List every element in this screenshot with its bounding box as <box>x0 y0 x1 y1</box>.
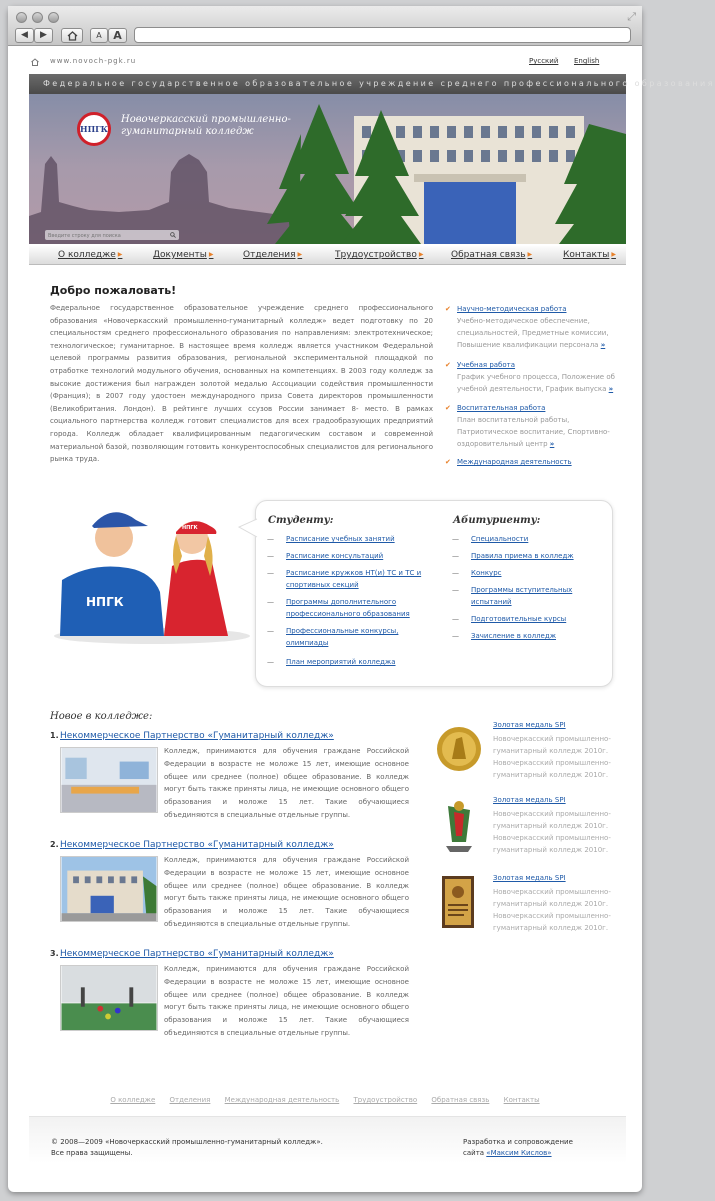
student-link[interactable]: — Профессиональные конкурсы, олимпиады <box>286 625 426 649</box>
header-banner <box>29 74 715 244</box>
news-photo-gym[interactable] <box>60 965 158 1031</box>
medal-link[interactable]: Золотая медаль SPI <box>493 874 566 882</box>
developer-prefix: сайта <box>463 1149 487 1157</box>
sidelink-item <box>457 402 627 450</box>
developer-label: Разработка и сопровождение <box>463 1138 573 1146</box>
applicant-link[interactable]: — Правила приема в колледж <box>471 550 591 562</box>
text-smaller-button[interactable]: A <box>90 28 108 43</box>
medal-description: Новочеркасский промышленно-гуманитарный колледж 2010г. Новочеркасский промышленно-гуманитарный колледж 2010г. <box>493 735 611 779</box>
medal-description: Новочеркасский промышленно-гуманитарный колледж 2010г. Новочеркасский промышленно-гуманитарный колледж 2010г. <box>493 888 611 932</box>
shirt-logo: НПГК <box>86 595 124 609</box>
medal-description: Новочеркасский промышленно-гуманитарный колледж 2010г. Новочеркасский промышленно-гуманитарный колледж 2010г. <box>493 810 611 854</box>
sidelink-methodology[interactable]: ✔ Научно-методическая работа <box>457 303 627 315</box>
news-text: Колледж, принимаются для обучения граждане Российской Федерации в возрасте не моложе 15 лет, имеющие основное общее или среднее (полное) общее образование. В колледж могут быть также приняты лица, не имеющие основного общего образования и моложе 15 лет. Такие обучающиеся объединяются в специальные отдельные группы. <box>164 747 409 819</box>
news-link[interactable]: Некоммерческое Партнерство «Гуманитарный колледж» <box>60 949 334 959</box>
nav-documents[interactable]: Документы ▶ <box>153 250 213 260</box>
news-number: 2. <box>50 840 59 849</box>
logo-text: Новочеркасский промышленно-гуманитарный колледж <box>121 114 291 137</box>
search-input[interactable] <box>45 231 163 241</box>
rights: Все права защищены. <box>51 1149 133 1157</box>
sidelink-education[interactable]: ✔ Воспитательная работа <box>457 402 627 414</box>
footer-link-departments[interactable]: Отделения <box>169 1096 211 1104</box>
nav-contacts[interactable]: Контакты ▶ <box>563 250 616 260</box>
student-link[interactable]: — Программы дополнительного профессионального образования <box>286 596 426 620</box>
sidelink-item <box>457 359 627 395</box>
header-illustration <box>29 94 626 244</box>
home-icon[interactable] <box>31 58 39 66</box>
more-link[interactable]: » <box>600 341 606 349</box>
bubble-tail <box>238 517 258 541</box>
nav-about[interactable]: О колледже ▶ <box>58 250 122 260</box>
footer-link-employment[interactable]: Трудоустройство <box>353 1096 418 1104</box>
welcome-title: Добро пожаловать! <box>50 284 177 297</box>
news-number: 1. <box>50 731 59 740</box>
nav-employment[interactable]: Трудоустройство ▶ <box>335 250 423 260</box>
home-icon <box>67 31 78 41</box>
student-title: Студенту: <box>268 515 334 526</box>
footer-link-contacts[interactable]: Контакты <box>503 1096 540 1104</box>
forward-button[interactable]: ▶ <box>34 28 53 43</box>
footer-nav <box>8 1096 642 1104</box>
applicant-title: Абитуриенту: <box>453 515 541 526</box>
federal-title: Федеральное государственное образовательное учреждение среднего профессионального образования <box>29 74 626 94</box>
search-box <box>45 230 179 240</box>
students-photo <box>52 496 248 644</box>
applicant-link[interactable]: — Программы вступительных испытаний <box>471 584 591 608</box>
info-bubble <box>255 500 613 687</box>
browser-window <box>8 6 715 1192</box>
news-text: Колледж, принимаются для обучения граждане Российской Федерации в возрасте не моложе 15 лет, имеющие основное общее или среднее (полное) общее образование. В колледж могут быть также приняты лица, не имеющие основного общего образования и моложе 15 лет. Такие обучающиеся объединяются в специальные отдельные группы. <box>164 856 409 928</box>
close-window-button[interactable] <box>16 12 27 23</box>
search-icon[interactable] <box>170 232 176 238</box>
news-link[interactable]: Некоммерческое Партнерство «Гуманитарный колледж» <box>60 731 334 741</box>
footer-link-about[interactable]: О колледже <box>110 1096 156 1104</box>
nav-feedback[interactable]: Обратная связь ▶ <box>451 250 532 260</box>
more-link[interactable]: » <box>549 440 555 448</box>
medal-link[interactable]: Золотая медаль SPI <box>493 796 566 804</box>
student-link[interactable]: — Расписание учебных занятий <box>286 533 426 545</box>
developer-link[interactable]: «Максим Кислов» <box>486 1149 552 1157</box>
welcome-text: Федеральное государственное образовательное учреждение среднего профессионального образования «Новочеркасский промышленно-гуманитарный колледж» ведет подготовку по 20 специальностям среднего профессионального образования по направлениям: электротехническое; технологическое; гуманитарное. В настоящее время колледж является участником Федеральной целевой программы развития образования, региональной экспериментальной площадкой по отработке технологий модульного обучения, основанных на компетенциях. В 2003 году колледж за высокие достижения был награжден золотой медалью Ассоциации содействия промышленности (Франция); в 2007 году удостоен международного приза Совета директоров промышленности (Великобритания. Лондон). В рейтинге лучших ссузов России занимает 8- место. В рамках социального партнерства колледж готовит специалистов для всех градообразующих предприятий города. Колледж обладает квалифицированным педагогическим составом и современной материальной базой, позволяющим готовить конкурентоспособных специалистов для регионального рынка труда. <box>50 304 433 464</box>
sidelink-description: План воспитательной работы, Патриотическое воспитание, Спортивно-оздоровительный центр <box>457 416 610 448</box>
main-nav <box>29 246 626 265</box>
student-link[interactable]: — Расписание кружков НТ(и) ТС и ТС и спортивных секций <box>286 567 426 591</box>
applicant-link[interactable]: — Подготовительные курсы <box>471 613 591 625</box>
applicant-link[interactable]: — Специальности <box>471 533 591 545</box>
sidelink-international[interactable]: ✔ Международная деятельность <box>457 456 627 468</box>
back-button[interactable]: ◀ <box>15 28 34 43</box>
address-bar[interactable] <box>134 27 631 43</box>
news-photo-building[interactable] <box>60 856 158 922</box>
news-link[interactable]: Некоммерческое Партнерство «Гуманитарный колледж» <box>60 840 334 850</box>
browser-toolbar <box>8 6 642 46</box>
diploma-icon[interactable] <box>434 874 484 930</box>
lang-russian-link[interactable]: Русский <box>529 57 559 65</box>
nav-departments[interactable]: Отделения ▶ <box>243 250 302 260</box>
text-bigger-button[interactable]: A <box>108 28 127 43</box>
copyright: © 2008—2009 «Новочеркасский промышленно-гуманитарный колледж». <box>51 1138 323 1146</box>
applicant-link[interactable]: — Зачисление в колледж <box>471 630 591 642</box>
fullscreen-icon[interactable]: ⤢ <box>627 10 636 23</box>
news-text: Колледж, принимаются для обучения граждане Российской Федерации в возрасте не моложе 15 лет, имеющие основное общее или среднее (полное) общее образование. В колледж могут быть также приняты лица, не имеющие основного общего образования и моложе 15 лет. Такие обучающиеся объединяются в специальные отдельные группы. <box>164 965 409 1037</box>
award-statue-icon[interactable] <box>434 796 484 852</box>
top-bar <box>8 56 642 70</box>
cap-logo: НПГК <box>182 525 198 531</box>
applicant-link[interactable]: — Конкурс <box>471 567 591 579</box>
student-link[interactable]: — План мероприятий колледжа <box>286 656 426 668</box>
news-photo-classroom[interactable] <box>60 747 158 813</box>
footer <box>29 1116 626 1163</box>
sidelink-item <box>457 456 627 468</box>
more-link[interactable]: » <box>608 385 614 393</box>
news-number: 3. <box>50 949 59 958</box>
sidelink-item <box>457 303 627 351</box>
home-button[interactable] <box>61 28 83 43</box>
sidelink-description: График учебного процесса, Положение об учебной деятельности, График выпуска <box>457 373 615 393</box>
medal-link[interactable]: Золотая медаль SPI <box>493 721 566 729</box>
site-url: www.novoch-pgk.ru <box>50 57 137 65</box>
gold-medal-icon[interactable] <box>434 721 484 777</box>
sidelink-description: Учебно-методическое обеспечение, специальностей, Предметные комиссии, Повышение квалификации персонала <box>457 317 609 349</box>
zoom-window-button[interactable] <box>48 12 59 23</box>
news-title: Новое в колледже: <box>50 711 153 722</box>
student-link[interactable]: — Расписание консультаций <box>286 550 426 562</box>
lang-english-link[interactable]: English <box>574 57 600 65</box>
logo[interactable]: НПГК <box>77 112 111 146</box>
footer-link-feedback[interactable]: Обратная связь <box>431 1096 490 1104</box>
footer-link-international[interactable]: Международная деятельность <box>224 1096 340 1104</box>
minimize-window-button[interactable] <box>32 12 43 23</box>
sidelink-academic[interactable]: ✔ Учебная работа <box>457 359 627 371</box>
